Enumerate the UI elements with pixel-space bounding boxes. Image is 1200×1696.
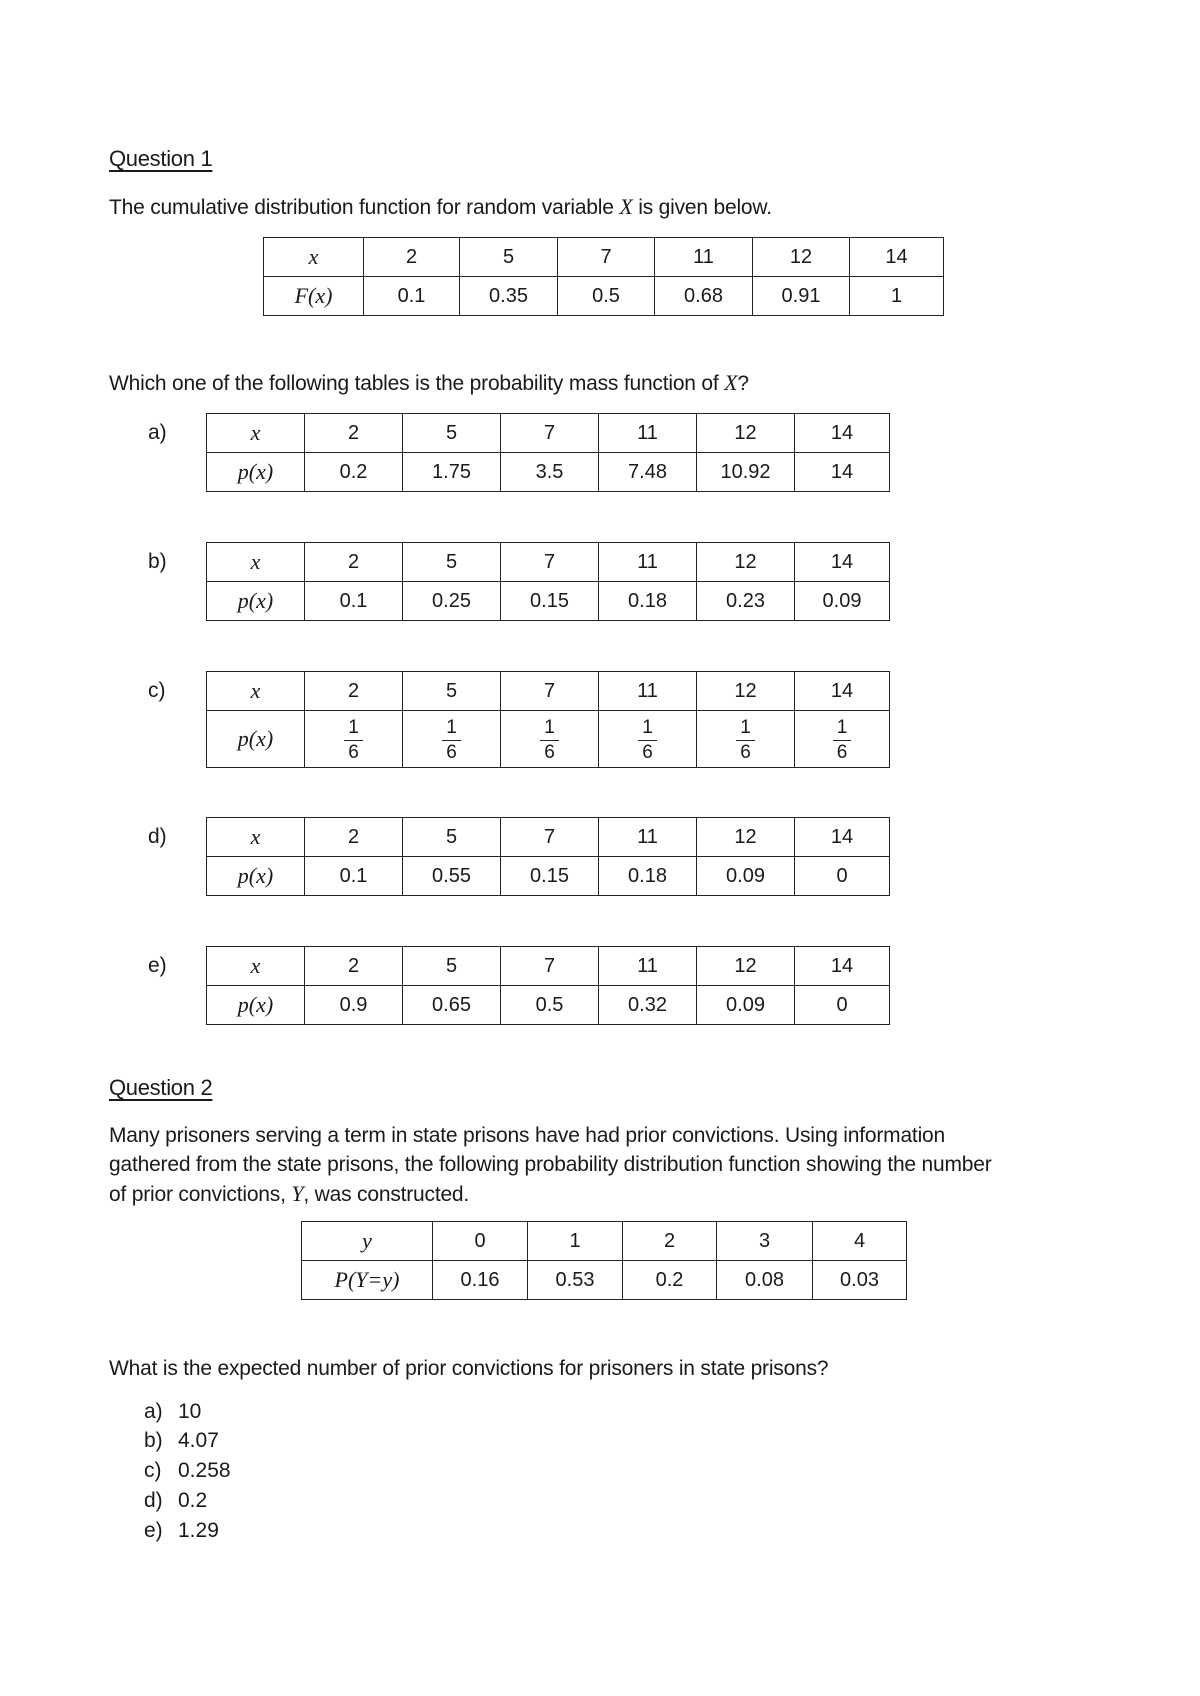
- x-cell: 2: [305, 414, 403, 453]
- p-cell: 7.48: [599, 453, 697, 492]
- cdf-x-cell: 2: [364, 238, 460, 277]
- line3-post: , was constructed.: [303, 1183, 470, 1206]
- p-cell: 0.18: [599, 857, 697, 896]
- prob-cell: 0.2: [623, 1261, 717, 1300]
- cdf-f-cell: 0.91: [753, 277, 850, 316]
- x-cell: 11: [599, 543, 697, 582]
- fraction: $\frac{1}{6}$: [442, 718, 461, 763]
- x-cell: 12: [697, 543, 795, 582]
- x-cell: 11: [599, 672, 697, 711]
- intro-variable: X: [619, 194, 633, 219]
- paragraph-line: gathered from the state prisons, the following probability distribution function showing the number: [109, 1153, 992, 1176]
- cdf-f-cell: 0.1: [364, 277, 460, 316]
- x-label: x: [207, 414, 305, 453]
- x-cell: 14: [795, 414, 890, 453]
- p-cell: 1.75: [403, 453, 501, 492]
- p-cell: 0.09: [795, 582, 890, 621]
- x-cell: 5: [403, 543, 501, 582]
- answer-choice-e[interactable]: e) 1.29: [144, 1519, 219, 1542]
- p-cell: [599, 711, 697, 768]
- cdf-f-cell: 0.35: [460, 277, 558, 316]
- question-2-paragraph: [109, 1121, 1109, 1209]
- y-row: [302, 1222, 907, 1261]
- y-cell: 2: [623, 1222, 717, 1261]
- line3-variable: Y: [291, 1181, 304, 1206]
- cdf-x-cell: 5: [460, 238, 558, 277]
- y-cell: 1: [528, 1222, 623, 1261]
- paragraph-line: Many prisoners serving a term in state prisons have had prior convictions. Using information: [109, 1124, 945, 1147]
- y-cell: 4: [813, 1222, 907, 1261]
- answer-choice-a[interactable]: a) 10: [144, 1400, 202, 1423]
- x-cell: 2: [305, 947, 403, 986]
- option-b-x-row: [207, 543, 890, 582]
- option-e-p-row: [207, 986, 890, 1025]
- p-cell: 0.23: [697, 582, 795, 621]
- p-label: p(x): [207, 582, 305, 621]
- prob-label: P(Y=y): [302, 1261, 433, 1300]
- x-cell: 14: [795, 947, 890, 986]
- p-cell: 0.5: [501, 986, 599, 1025]
- cdf-x-cell: 12: [753, 238, 850, 277]
- y-label: y: [302, 1222, 433, 1261]
- x-cell: 7: [501, 543, 599, 582]
- cdf-f-cell: 0.68: [655, 277, 753, 316]
- p-cell: 0.9: [305, 986, 403, 1025]
- p-label: p(x): [207, 986, 305, 1025]
- p-label: p(x): [207, 453, 305, 492]
- x-label: x: [207, 818, 305, 857]
- cdf-f-cell: 0.5: [558, 277, 655, 316]
- cdf-x-cell: 11: [655, 238, 753, 277]
- option-c-label[interactable]: c): [148, 679, 166, 702]
- option-a-x-row: [207, 414, 890, 453]
- answer-choice-b[interactable]: b) 4.07: [144, 1429, 219, 1452]
- answer-choice-c[interactable]: c) 0.258: [144, 1459, 231, 1482]
- x-cell: 7: [501, 947, 599, 986]
- prob-cell: 0.08: [717, 1261, 813, 1300]
- p-label: p(x): [207, 857, 305, 896]
- x-cell: 12: [697, 818, 795, 857]
- option-d-label[interactable]: d): [148, 825, 167, 848]
- x-cell: 14: [795, 672, 890, 711]
- x-cell: 14: [795, 543, 890, 582]
- y-cell: 3: [717, 1222, 813, 1261]
- fraction: $\frac{1}{6}$: [736, 718, 755, 763]
- fraction: $\frac{1}{6}$: [540, 718, 559, 763]
- p-cell: 0.65: [403, 986, 501, 1025]
- prompt-variable: X: [724, 370, 738, 395]
- p-cell: 14: [795, 453, 890, 492]
- prob-cell: 0.03: [813, 1261, 907, 1300]
- p-cell: 0.15: [501, 582, 599, 621]
- p-cell: 0.25: [403, 582, 501, 621]
- option-e-label[interactable]: e): [148, 954, 167, 977]
- option-b-label[interactable]: b): [148, 550, 167, 573]
- fraction: $\frac{1}{6}$: [638, 718, 657, 763]
- x-cell: 11: [599, 414, 697, 453]
- p-cell: 0.18: [599, 582, 697, 621]
- prior-convictions-table: [301, 1221, 907, 1300]
- option-b-table: [206, 542, 890, 621]
- option-d-table: [206, 817, 890, 896]
- paragraph-line: [109, 1179, 1109, 1209]
- y-cell: 0: [433, 1222, 528, 1261]
- p-cell: 0: [795, 986, 890, 1025]
- x-cell: 7: [501, 414, 599, 453]
- intro-text-pre: The cumulative distribution function for random variable: [109, 196, 620, 219]
- option-b-p-row: [207, 582, 890, 621]
- x-cell: 12: [697, 672, 795, 711]
- fraction: $\frac{1}{6}$: [344, 718, 363, 763]
- x-cell: 12: [697, 414, 795, 453]
- x-cell: 5: [403, 818, 501, 857]
- x-cell: 7: [501, 672, 599, 711]
- x-cell: 11: [599, 947, 697, 986]
- cdf-table: [263, 237, 944, 316]
- p-cell: 0.09: [697, 986, 795, 1025]
- x-cell: 2: [305, 543, 403, 582]
- x-cell: 11: [599, 818, 697, 857]
- x-label: x: [207, 947, 305, 986]
- cdf-x-row: [264, 238, 944, 277]
- p-cell: 0.15: [501, 857, 599, 896]
- p-cell: 0: [795, 857, 890, 896]
- x-cell: 12: [697, 947, 795, 986]
- p-cell: [403, 711, 501, 768]
- p-cell: 3.5: [501, 453, 599, 492]
- x-cell: 5: [403, 414, 501, 453]
- p-cell: 10.92: [697, 453, 795, 492]
- prob-cell: 0.53: [528, 1261, 623, 1300]
- p-cell: 0.1: [305, 582, 403, 621]
- prob-row: [302, 1261, 907, 1300]
- cdf-f-label: F(x): [264, 277, 364, 316]
- question-2-heading: Question 2: [109, 1075, 213, 1100]
- x-label: x: [207, 672, 305, 711]
- p-cell: [795, 711, 890, 768]
- x-label: x: [207, 543, 305, 582]
- x-cell: 2: [305, 818, 403, 857]
- p-cell: [501, 711, 599, 768]
- intro-text-post: is given below.: [632, 196, 772, 219]
- fraction: $\frac{1}{6}$: [833, 718, 852, 763]
- option-c-p-row: [207, 711, 890, 768]
- option-a-p-row: [207, 453, 890, 492]
- prompt-text-pre: Which one of the following tables is the probability mass function of: [109, 372, 725, 395]
- option-e-table: [206, 946, 890, 1025]
- x-cell: 14: [795, 818, 890, 857]
- cdf-x-label: x: [264, 238, 364, 277]
- x-cell: 5: [403, 947, 501, 986]
- prompt-text-post: ?: [737, 372, 749, 395]
- cdf-f-row: [264, 277, 944, 316]
- p-cell: [697, 711, 795, 768]
- option-d-p-row: [207, 857, 890, 896]
- option-a-label[interactable]: a): [148, 421, 167, 444]
- option-e-x-row: [207, 947, 890, 986]
- cdf-f-cell: 1: [850, 277, 944, 316]
- line3-pre: of prior convictions,: [109, 1183, 292, 1206]
- option-a-table: [206, 413, 890, 492]
- p-label: p(x): [207, 711, 305, 768]
- p-cell: [305, 711, 403, 768]
- answer-choice-d[interactable]: d) 0.2: [144, 1489, 208, 1512]
- cdf-x-cell: 14: [850, 238, 944, 277]
- p-cell: 0.09: [697, 857, 795, 896]
- question-1-intro: [109, 192, 772, 222]
- cdf-x-cell: 7: [558, 238, 655, 277]
- question-2-prompt: What is the expected number of prior convictions for prisoners in state prisons?: [109, 1357, 829, 1380]
- option-c-x-row: [207, 672, 890, 711]
- p-cell: 0.55: [403, 857, 501, 896]
- p-cell: 0.32: [599, 986, 697, 1025]
- x-cell: 5: [403, 672, 501, 711]
- prob-cell: 0.16: [433, 1261, 528, 1300]
- question-1-prompt: [109, 368, 749, 398]
- p-cell: 0.2: [305, 453, 403, 492]
- p-cell: 0.1: [305, 857, 403, 896]
- option-c-table: [206, 671, 890, 768]
- option-d-x-row: [207, 818, 890, 857]
- question-1-heading: Question 1: [109, 146, 213, 171]
- x-cell: 2: [305, 672, 403, 711]
- x-cell: 7: [501, 818, 599, 857]
